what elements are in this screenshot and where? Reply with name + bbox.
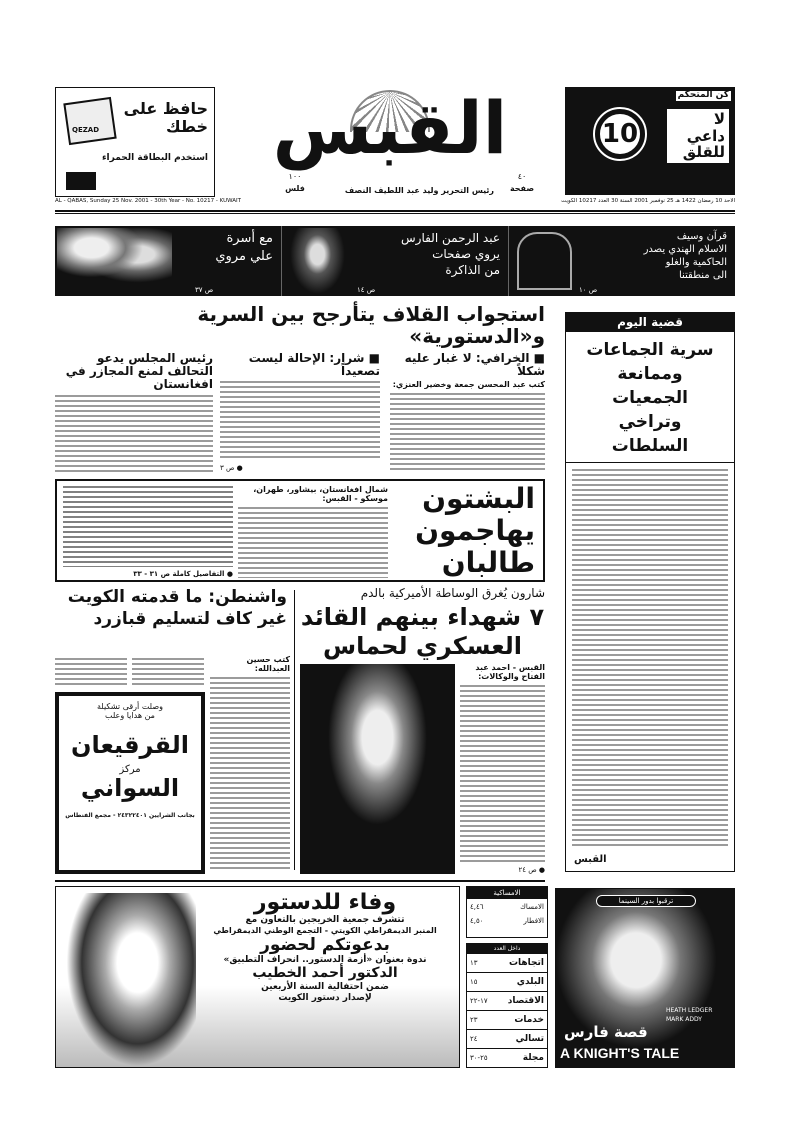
- continued-page: ● التفاصيل كاملة ص ٣١ - ٣٣: [133, 570, 233, 578]
- price-label: فلس: [285, 184, 305, 193]
- sharon-body: [300, 664, 545, 874]
- index-page: ١٣: [470, 959, 478, 967]
- article-text: [55, 395, 213, 472]
- today-issue-column: [565, 312, 735, 872]
- washington-headline[interactable]: واشنطن: ما قدمته الكويت غير كاف لتسليم قبازرد: [67, 587, 287, 629]
- ad-gifts-contact: بجانب الشرايين ٢٤٣٢٢٤٠١ - مجمع الفنطاس: [65, 811, 195, 819]
- sharon-story: [300, 586, 545, 874]
- imsakiya-value: ٤,٤٦: [470, 903, 484, 911]
- hamas-leader-photo: [300, 664, 455, 874]
- index-item[interactable]: [467, 1010, 547, 1029]
- teaser-line: الاسلام الهندي يصدر: [643, 244, 727, 255]
- article-text: [460, 685, 545, 863]
- kharafi-column: [390, 352, 545, 472]
- dateline-arabic: الاحد 10 رمضان 1422 هـ 25 نوفمبر 2001 السنة 30 العدد 10217 الكويت: [561, 198, 735, 204]
- index-page: ٢٥-٣٠: [470, 1054, 488, 1062]
- index-box: [466, 943, 548, 1068]
- pashtun-dateline: شمال افغانستان، بيشاور، طهران، موسكو - القبس:: [253, 485, 388, 503]
- kd-logo-icon: [66, 172, 96, 190]
- movie-title-arabic: قصة فارس: [564, 1023, 648, 1041]
- index-item[interactable]: [467, 1048, 547, 1067]
- imsakiya-row: [467, 899, 547, 915]
- phone-card-icon: [63, 97, 116, 145]
- article-text: [390, 393, 545, 472]
- dateline-english: AL - QABAS, Sunday 25 Nov. 2001 - 30th Year - No. 10217 - KUWAIT: [55, 198, 242, 204]
- teaser-text: [585, 230, 727, 282]
- teaser-line: مع أسرة: [226, 231, 273, 246]
- index-title: داخل العدد: [467, 944, 547, 953]
- pashtun-headline[interactable]: البشتون يهاجمون طالبان: [415, 482, 535, 579]
- teaser-line: من الذاكرة: [445, 263, 500, 277]
- ad-constitution-line: تتشرف جمعية الخريجين بالتعاون مع: [245, 915, 405, 926]
- imsakiya-row: [467, 915, 547, 927]
- index-item[interactable]: [467, 972, 547, 991]
- ad-constitution-speaker: الدكتور أحمد الخطيب: [252, 965, 398, 982]
- movie-cast-2: MARK ADDY: [666, 1016, 702, 1023]
- ad-gifts-line2: من هدايا وعلب: [105, 711, 155, 720]
- movie-cast-1: HEATH LEDGER: [666, 1007, 713, 1014]
- teaser-page: ص ٣٧: [195, 286, 214, 294]
- index-page: ٢٤: [470, 1035, 478, 1043]
- article-text: [132, 658, 204, 686]
- index-label: الاقتصاد: [507, 996, 544, 1006]
- teaser-line: علي مروي: [215, 249, 273, 264]
- index-page: ١٥: [470, 978, 478, 986]
- ad-gifts-center: مركز: [119, 764, 141, 776]
- teaser-page: ص ١٠: [579, 286, 598, 294]
- masthead-logo: القبس: [272, 86, 508, 170]
- teaser-text: [358, 230, 500, 278]
- article-text: [210, 677, 290, 870]
- article-text: [572, 469, 728, 848]
- index-page: ٢٣: [470, 1016, 478, 1024]
- ad-right-text-3: للقلق: [682, 143, 725, 161]
- pages-num: ٤٠: [517, 172, 527, 181]
- teaser-line: يروي صفحات: [432, 247, 500, 261]
- section-rule: [55, 880, 545, 882]
- ad-left-brand: QEZAD: [72, 126, 100, 134]
- teaser-faris[interactable]: [281, 226, 508, 296]
- article-text: [55, 658, 127, 686]
- sub-headline-speaker: رئيس المجلس يدعو التحالف لمنع المجازر في افغانستان: [65, 351, 213, 392]
- index-label: تسالي: [515, 1034, 544, 1044]
- teaser-page: ص ١٤: [357, 286, 376, 294]
- index-item[interactable]: [467, 991, 547, 1010]
- masthead-rule: [55, 210, 735, 214]
- imsakiya-title: الامساكية: [467, 887, 547, 899]
- sharon-byline: القبس - احمد عبد الفتاح والوكالات:: [475, 663, 545, 681]
- today-issue-label: قضية اليوم: [566, 313, 734, 332]
- teaser-quran[interactable]: [508, 226, 735, 296]
- continued-page: ● ص ٢٤: [518, 866, 545, 874]
- article-text: [238, 507, 388, 578]
- teaser-marwi[interactable]: [55, 226, 281, 296]
- continued-page: ● ص ٣: [220, 464, 243, 472]
- washington-main-column: [210, 656, 290, 870]
- today-issue-headline[interactable]: سرية الجماعات وممانعة الجمعيات وتراخي السلطات: [566, 332, 734, 463]
- ad-gifts-line1: وصلت أرقى تشكيلة: [97, 702, 163, 711]
- index-label: مجلة: [522, 1053, 544, 1063]
- ad-constitution-line: ضمن احتفالية السنة الأربعين: [261, 981, 389, 992]
- imsakiya-value: ٤,٥٠: [470, 917, 484, 925]
- column-rule: [294, 590, 295, 870]
- ad-left-headline: حافظ على خطك: [123, 99, 208, 136]
- teaser-line: عبد الرحمن الفارس: [401, 231, 500, 245]
- sub-headline-sharar: ■ شرار: الإحالة ليست تصعيداً: [248, 351, 380, 379]
- ad-constitution: [55, 886, 460, 1068]
- ad-right-text-2: داعي: [686, 126, 725, 145]
- index-page: ١٧-٢٢: [470, 997, 488, 1005]
- ad-right-text-1: لا: [713, 110, 725, 128]
- ad-right: [565, 87, 735, 195]
- sharon-text-column: [460, 664, 545, 874]
- ad-left-cta: استخدم البطاقة الحمراء: [101, 153, 208, 163]
- ad-constitution-line: لإصدار دستور الكويت: [278, 993, 372, 1004]
- index-item[interactable]: [467, 953, 547, 972]
- ad-gifts-brand: القرقيعان: [71, 731, 189, 759]
- pashtun-middle-column: [238, 486, 388, 578]
- ad-constitution-line: المنبر الديمقراطي الكويتي - التجمع الوطني الديمقراطي: [213, 926, 437, 936]
- imsakiya-label: الامساك: [520, 903, 544, 911]
- pashtun-left-column: [63, 486, 233, 578]
- ad-gifts: [55, 692, 205, 874]
- sub-headline-kharafi: ■ الخرافي: لا غبار عليه شكلاً: [404, 351, 545, 379]
- sharon-headline[interactable]: ٧ شهداء بينهم القائد العسكري لحماس: [300, 603, 545, 660]
- faris-photo: [290, 228, 345, 294]
- index-label: خدمات: [514, 1015, 544, 1025]
- index-label: اتجاهات: [509, 958, 544, 968]
- ad-right-top: كن المتحكم: [677, 90, 729, 100]
- article-text: [220, 381, 380, 461]
- index-item[interactable]: [467, 1029, 547, 1048]
- today-issue-signature: القبس: [574, 854, 607, 865]
- ad-constitution-title: وفاء للدستور: [253, 890, 397, 915]
- ad-movie: [555, 888, 735, 1068]
- khatib-photo: [66, 893, 196, 1067]
- pages-label: صفحة: [509, 184, 535, 193]
- mosque-photo: [517, 232, 572, 290]
- ad-constitution-line: بدعوتكم لحضور: [260, 935, 390, 956]
- movie-tag: ترقبوا بدور السينما: [596, 895, 696, 907]
- ad-right-number-badge: 10: [595, 109, 645, 159]
- editor-in-chief: رئيس التحرير وليد عبد اللطيف النصف: [344, 186, 494, 195]
- index-label: البلدي: [516, 977, 544, 987]
- ad-constitution-line: ندوة بعنوان «أزمة الدستور.. انحراف التطبيق»: [223, 955, 427, 966]
- ad-constitution-text: [199, 891, 451, 1004]
- price-num: ١٠٠: [288, 172, 302, 181]
- teaser-text: [178, 230, 273, 266]
- main-headline[interactable]: استجواب القلاف يتأرجح بين السرية و«الدستورية»: [197, 302, 545, 348]
- movie-title-english[interactable]: A KNIGHT'S TALE: [560, 1045, 680, 1061]
- marwi-photo: [57, 228, 172, 294]
- ad-left: [55, 87, 215, 197]
- speaker-column: [55, 352, 213, 472]
- teaser-line: الى منطقتنا: [678, 270, 727, 281]
- teaser-line: قرآن وسيف: [676, 231, 727, 242]
- washington-byline: كتب حسين العبدالله:: [246, 655, 290, 673]
- article-text: [63, 486, 233, 567]
- pashtun-story: [55, 479, 545, 582]
- byline-main: كتب عبد المحسن جمعة وخضير العنزي:: [392, 380, 545, 390]
- sharar-column: [220, 352, 380, 472]
- ad-gifts-name: السواني: [80, 774, 180, 803]
- imsakiya-box: [466, 886, 548, 938]
- sharon-kicker: شارون يُغرق الوساطة الأميركية بالدم: [360, 586, 545, 600]
- teaser-banner: [55, 226, 735, 296]
- ad-right-text: [667, 109, 729, 163]
- imsakiya-label: الافطار: [523, 917, 544, 925]
- teaser-line: الحاكمية والغلو: [665, 257, 727, 268]
